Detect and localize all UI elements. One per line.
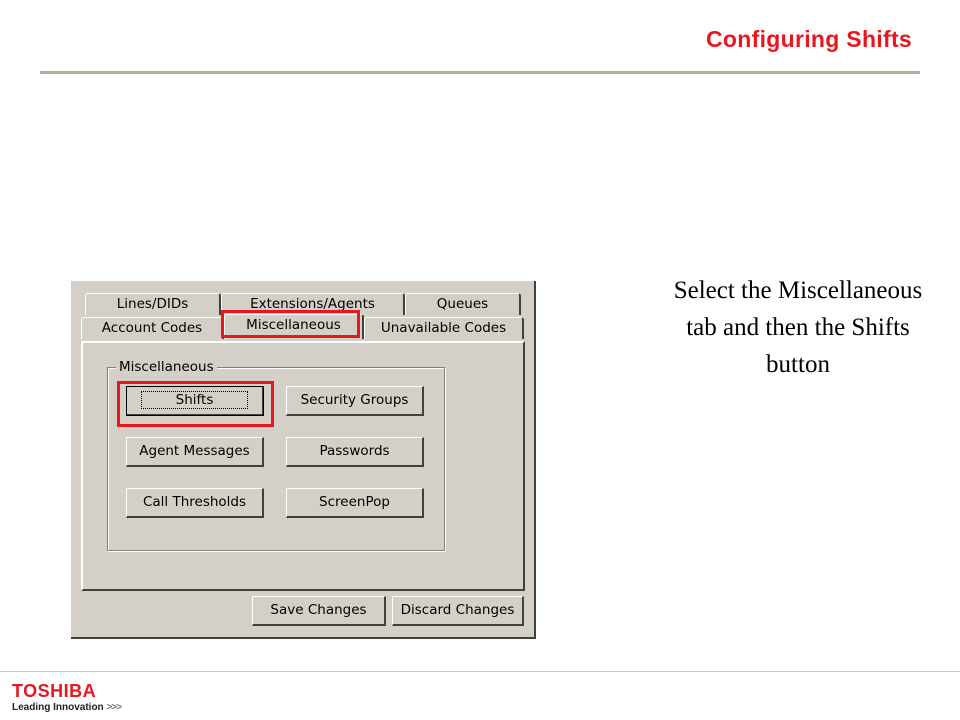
tab-extensions-agents[interactable]: Extensions/Agents bbox=[221, 293, 405, 315]
tagline-text: Leading Innovation bbox=[12, 702, 104, 713]
tab-miscellaneous[interactable]: Miscellaneous bbox=[224, 314, 364, 339]
group-label: Miscellaneous bbox=[116, 359, 217, 375]
tagline-arrows-icon: >>> bbox=[106, 702, 121, 713]
title-divider bbox=[40, 71, 920, 74]
miscellaneous-settings-dialog bbox=[71, 281, 536, 639]
miscellaneous-groupbox bbox=[107, 359, 445, 551]
toshiba-logo: TOSHIBA bbox=[12, 681, 97, 701]
brand-tagline bbox=[12, 702, 121, 713]
passwords-button[interactable]: Passwords bbox=[286, 437, 424, 467]
agent-messages-button[interactable]: Agent Messages bbox=[126, 437, 264, 467]
discard-changes-button[interactable]: Discard Changes bbox=[392, 596, 524, 626]
slide-title: Configuring Shifts bbox=[706, 26, 912, 52]
security-groups-button[interactable]: Security Groups bbox=[286, 386, 424, 416]
shifts-button[interactable] bbox=[126, 386, 264, 416]
tab-queues[interactable]: Queues bbox=[405, 293, 521, 315]
tab-account-codes[interactable]: Account Codes bbox=[81, 317, 224, 339]
shifts-button-label: Shifts bbox=[141, 391, 249, 409]
call-thresholds-button[interactable]: Call Thresholds bbox=[126, 488, 264, 518]
tab-unavailable-codes[interactable]: Unavailable Codes bbox=[364, 317, 524, 339]
footer-divider bbox=[0, 671, 960, 672]
instruction-text: Select the Miscellaneous tab and then the Shifts button bbox=[673, 277, 923, 378]
save-changes-button[interactable]: Save Changes bbox=[252, 596, 386, 626]
tab-lines-dids[interactable]: Lines/DIDs bbox=[85, 293, 221, 315]
miscellaneous-tab-panel bbox=[81, 341, 525, 591]
screenpop-button[interactable]: ScreenPop bbox=[286, 488, 424, 518]
